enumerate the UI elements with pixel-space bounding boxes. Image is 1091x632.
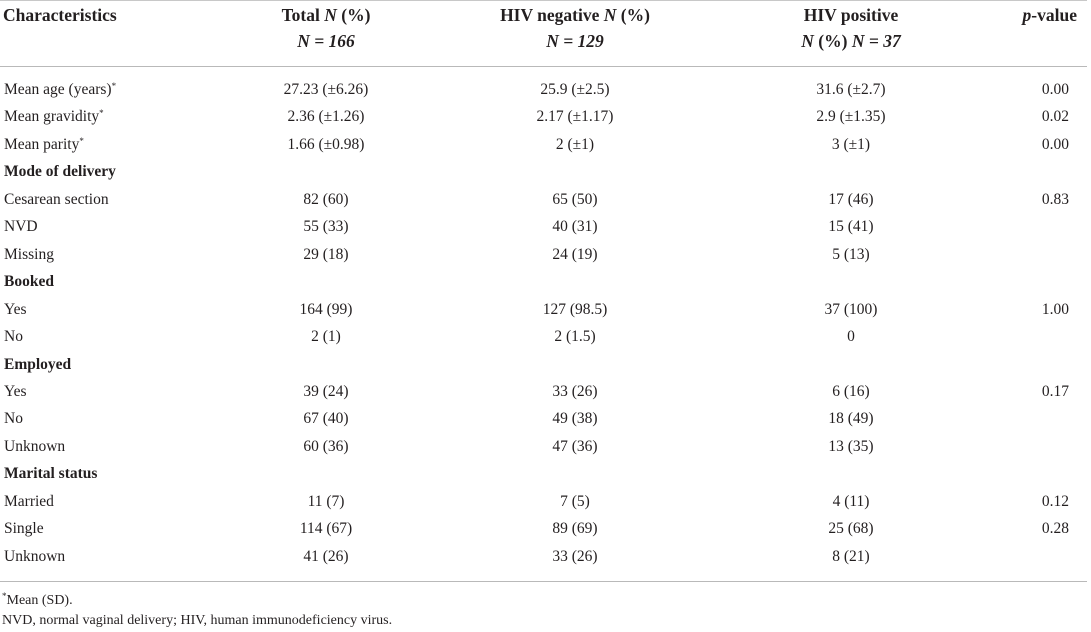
hiv-negative-cell: 33 (26) — [552, 547, 598, 565]
table-row — [0, 409, 1087, 437]
row-label: Yes — [4, 300, 27, 318]
total-cell: 164 (99) — [299, 300, 353, 318]
row-label: Unknown — [4, 547, 66, 565]
total-cell: 67 (40) — [303, 410, 349, 428]
table-row — [0, 382, 1087, 410]
table-row — [0, 135, 1087, 163]
total-cell: 11 (7) — [307, 492, 345, 510]
header-hiv-positive-line2: N (%) N = 37 — [801, 31, 901, 51]
p-value-cell: 0.28 — [1041, 520, 1069, 538]
footnote-abbreviations: NVD, normal vaginal delivery; HIV, human immunodeficiency virus. — [2, 613, 393, 628]
row-label: Mean parity* — [4, 135, 84, 153]
row-label: Married — [4, 492, 54, 510]
row-label: Single — [4, 520, 44, 538]
total-cell: 27.23 (±6.26) — [283, 81, 369, 98]
total-cell: 2.36 (±1.26) — [287, 108, 365, 126]
table-row — [0, 327, 1087, 355]
hiv-negative-cell: 2 (±1) — [555, 135, 595, 153]
total-cell: 2 (1) — [311, 328, 341, 346]
section-header-row — [0, 464, 1087, 492]
hiv-positive-cell: 8 (21) — [832, 547, 870, 565]
hiv-negative-cell: 33 (26) — [552, 382, 598, 400]
section-label: Marital status — [4, 465, 98, 483]
section-label: Booked — [4, 273, 54, 291]
header-total — [196, 2, 456, 54]
table-row — [0, 80, 1087, 108]
row-label: No — [4, 410, 23, 428]
total-cell: 39 (24) — [303, 382, 349, 400]
table-row — [0, 437, 1087, 465]
row-label: Unknown — [4, 437, 66, 455]
total-cell: 1.66 (±0.98) — [287, 135, 365, 153]
table-row — [0, 547, 1087, 575]
p-value-cell: 0.00 — [1041, 81, 1069, 98]
row-label: No — [4, 328, 23, 346]
hiv-positive-cell: 31.6 (±2.7) — [816, 81, 886, 98]
total-cell: 55 (33) — [303, 218, 349, 236]
header-rule — [0, 66, 1087, 67]
row-label: Mean gravidity* — [4, 108, 104, 126]
top-rule — [0, 0, 1087, 1]
hiv-negative-cell: 7 (5) — [560, 492, 590, 510]
hiv-positive-cell: 2.9 (±1.35) — [816, 108, 886, 126]
p-value-cell: 0.17 — [1041, 382, 1069, 400]
header-characteristics: Characteristics — [3, 5, 117, 25]
hiv-positive-cell: 5 (13) — [832, 245, 870, 263]
table-row — [0, 300, 1087, 328]
hiv-positive-cell: 37 (100) — [824, 300, 878, 318]
header-hiv-negative-line2: N = 129 — [546, 31, 604, 51]
section-header-row — [0, 162, 1087, 190]
total-cell: 41 (26) — [303, 547, 349, 565]
hiv-positive-cell: 18 (49) — [828, 410, 874, 428]
table-row — [0, 190, 1087, 218]
total-cell: 114 (67) — [299, 520, 353, 538]
hiv-positive-cell: 17 (46) — [828, 190, 874, 208]
p-value-cell: 0.12 — [1041, 492, 1069, 510]
header-hiv-negative — [445, 2, 705, 54]
hiv-negative-cell: 127 (98.5) — [542, 300, 608, 318]
hiv-negative-cell: 2.17 (±1.17) — [536, 108, 614, 126]
table-row — [0, 519, 1087, 547]
hiv-negative-cell: 24 (19) — [552, 245, 598, 263]
table-row — [0, 217, 1087, 245]
table-row — [0, 492, 1087, 520]
table-row — [0, 245, 1087, 273]
total-cell: 29 (18) — [303, 245, 349, 263]
hiv-negative-cell: 89 (69) — [552, 520, 598, 538]
row-label: Mean age (years)* — [4, 81, 117, 98]
hiv-negative-cell: 40 (31) — [552, 218, 598, 236]
hiv-negative-cell: 47 (36) — [552, 437, 598, 455]
total-cell: 60 (36) — [303, 437, 349, 455]
row-label: Cesarean section — [4, 190, 109, 208]
hiv-negative-cell: 49 (38) — [552, 410, 598, 428]
hiv-positive-cell: 15 (41) — [828, 218, 874, 236]
hiv-negative-cell: 65 (50) — [552, 190, 598, 208]
p-value-cell: 1.00 — [1041, 300, 1069, 318]
hiv-negative-cell: 2 (1.5) — [554, 328, 596, 346]
total-cell: 82 (60) — [303, 190, 349, 208]
hiv-positive-cell: 3 (±1) — [831, 135, 871, 153]
header-hiv-positive — [721, 2, 981, 54]
hiv-positive-cell: 6 (16) — [832, 382, 870, 400]
section-label: Mode of delivery — [4, 163, 116, 181]
row-label: Yes — [4, 382, 27, 400]
hiv-positive-cell: 25 (68) — [828, 520, 874, 538]
hiv-negative-cell: 25.9 (±2.5) — [540, 81, 610, 98]
header-hiv-negative-line1: HIV negative N (%) — [500, 5, 650, 25]
p-value-cell: 0.00 — [1041, 135, 1069, 153]
section-header-row — [0, 355, 1087, 383]
header-p-value: p-value — [1022, 5, 1077, 25]
header-hiv-positive-line1: HIV positive — [803, 5, 899, 25]
bottom-rule — [0, 581, 1087, 582]
header-total-line1: Total N (%) — [281, 5, 371, 25]
hiv-positive-cell: 4 (11) — [832, 492, 870, 510]
table-row — [0, 107, 1087, 135]
hiv-positive-cell: 0 — [847, 328, 855, 346]
p-value-cell: 0.02 — [1041, 108, 1069, 126]
row-label: NVD — [4, 218, 38, 236]
p-value-cell: 0.83 — [1041, 190, 1069, 208]
section-label: Employed — [4, 355, 72, 373]
hiv-positive-cell: 13 (35) — [828, 437, 874, 455]
header-total-line2: N = 166 — [297, 31, 355, 51]
row-label: Missing — [4, 245, 54, 263]
footnote-mean-sd: *Mean (SD). — [2, 591, 73, 608]
section-header-row — [0, 272, 1087, 300]
